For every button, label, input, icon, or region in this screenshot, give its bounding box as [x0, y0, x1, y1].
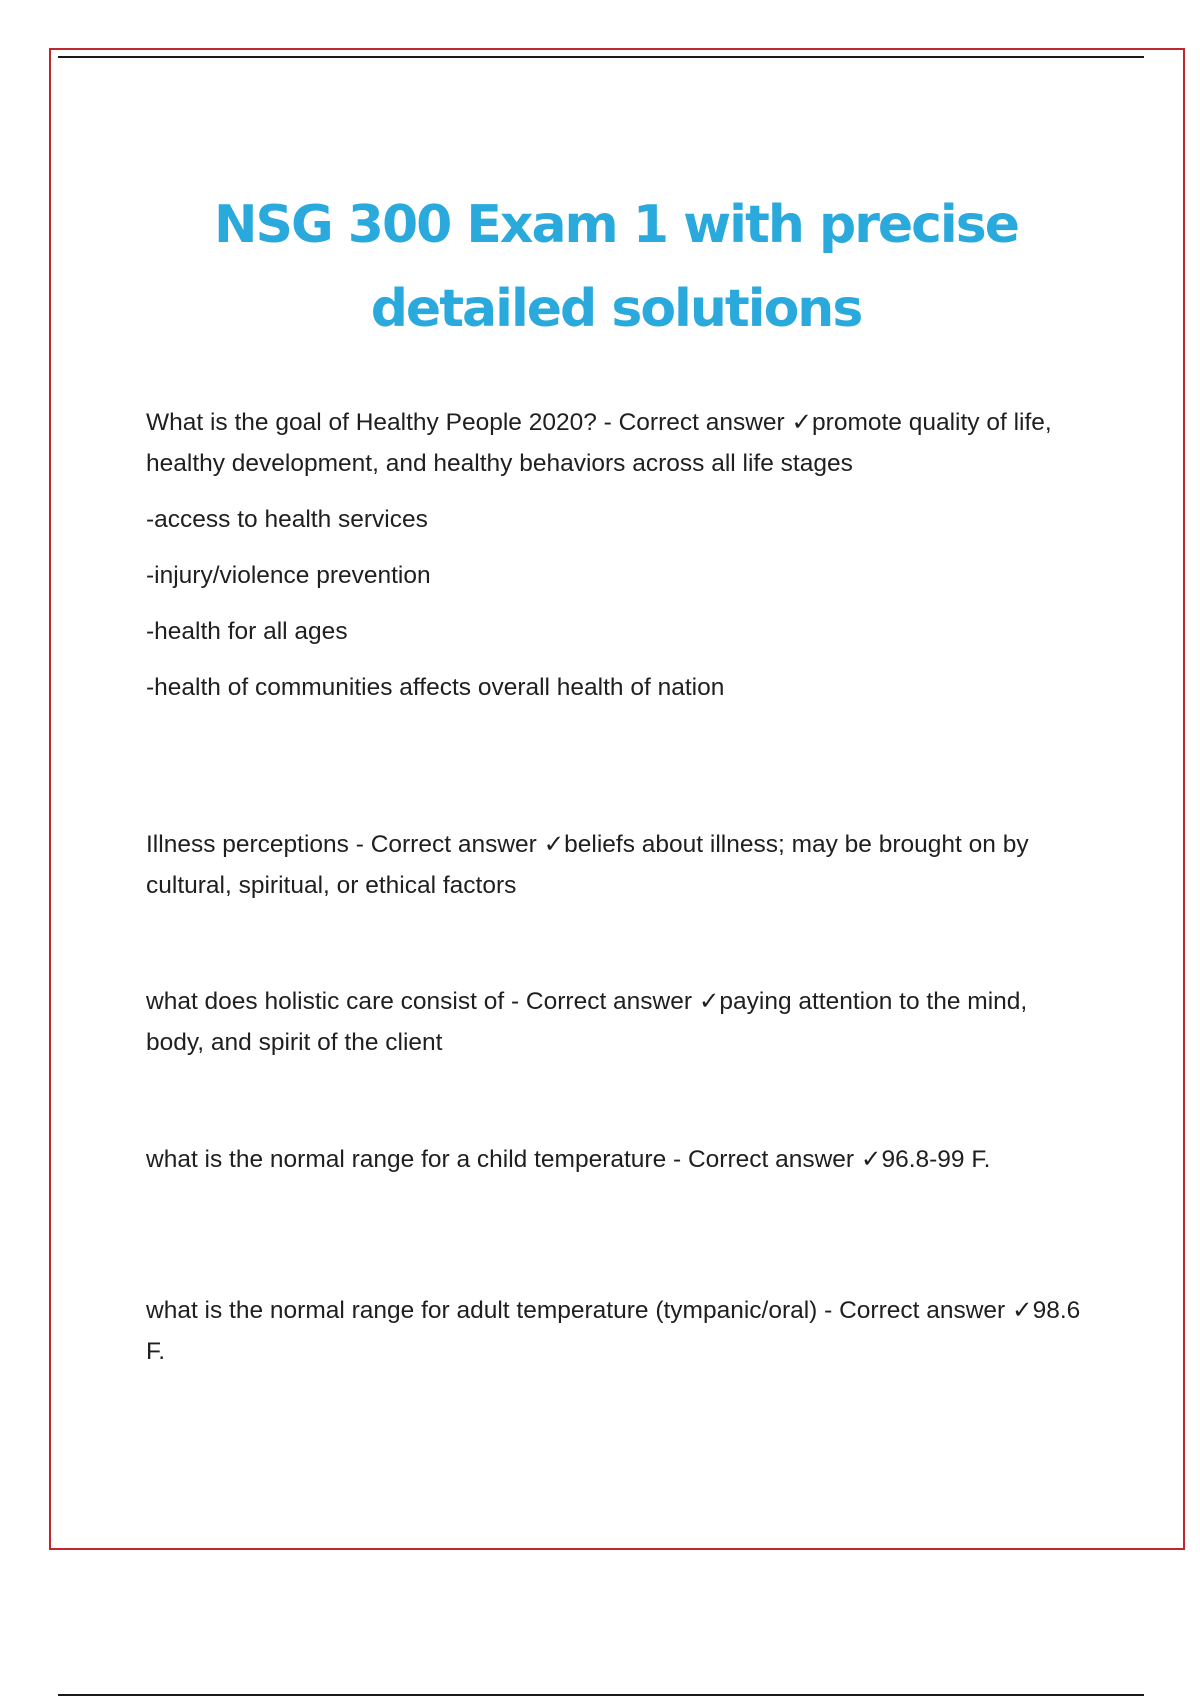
answer-separator: - Correct answer: [817, 1297, 1013, 1324]
question-text: what is the normal range for adult temperature (tympanic/oral): [146, 1297, 818, 1324]
answer-text: 96.8-99 F.: [881, 1146, 991, 1173]
answer-separator: - Correct answer: [348, 831, 544, 858]
qa-item-child-temperature: [146, 1139, 1091, 1180]
qa-paragraph: [146, 824, 1091, 906]
qa-paragraph: [146, 1139, 1091, 1180]
qa-item-illness-perceptions: [146, 824, 1091, 906]
answer-bullet: -health of communities affects overall health of nation: [146, 674, 725, 701]
answer-text: promote quality of life, healthy development, and healthy behaviors across all life stages: [146, 409, 1052, 477]
qa-paragraph: [146, 981, 1091, 1063]
answer-text: 98.6 F.: [146, 1297, 1081, 1365]
answer-text: paying attention to the mind, body, and spirit of the client: [146, 988, 1028, 1056]
qa-item-adult-temperature: [146, 1290, 1091, 1372]
answer-bullet: -access to health services: [146, 506, 428, 533]
answer-bullet: -health for all ages: [146, 618, 348, 645]
question-text: what is the normal range for a child temperature: [146, 1146, 667, 1173]
answer-separator: - Correct answer: [666, 1146, 861, 1173]
qa-paragraph: [146, 1290, 1091, 1372]
answer-bullet: -injury/violence prevention: [146, 562, 431, 589]
check-icon: ✓: [791, 409, 813, 436]
question-text: What is the goal of Healthy People 2020?: [146, 409, 597, 436]
check-icon: ✓: [543, 831, 565, 858]
answer-separator: - Correct answer: [596, 409, 792, 436]
document-title: NSG 300 Exam 1 with precise detailed solutions: [214, 194, 1018, 339]
question-text: what does holistic care consist of: [146, 988, 505, 1015]
check-icon: ✓: [860, 1146, 882, 1173]
qa-paragraph: [146, 402, 1091, 484]
answer-text: beliefs about illness; may be brought on by cultural, spiritual, or ethical factors: [146, 831, 1029, 899]
check-icon: ✓: [698, 988, 720, 1015]
qa-item-healthy-people: [146, 402, 1091, 708]
bottom-rule: [58, 1694, 1144, 1696]
answer-separator: - Correct answer: [504, 988, 699, 1015]
check-icon: ✓: [1012, 1297, 1033, 1324]
qa-item-holistic-care: [146, 981, 1091, 1063]
question-text: Illness perceptions: [146, 831, 349, 858]
